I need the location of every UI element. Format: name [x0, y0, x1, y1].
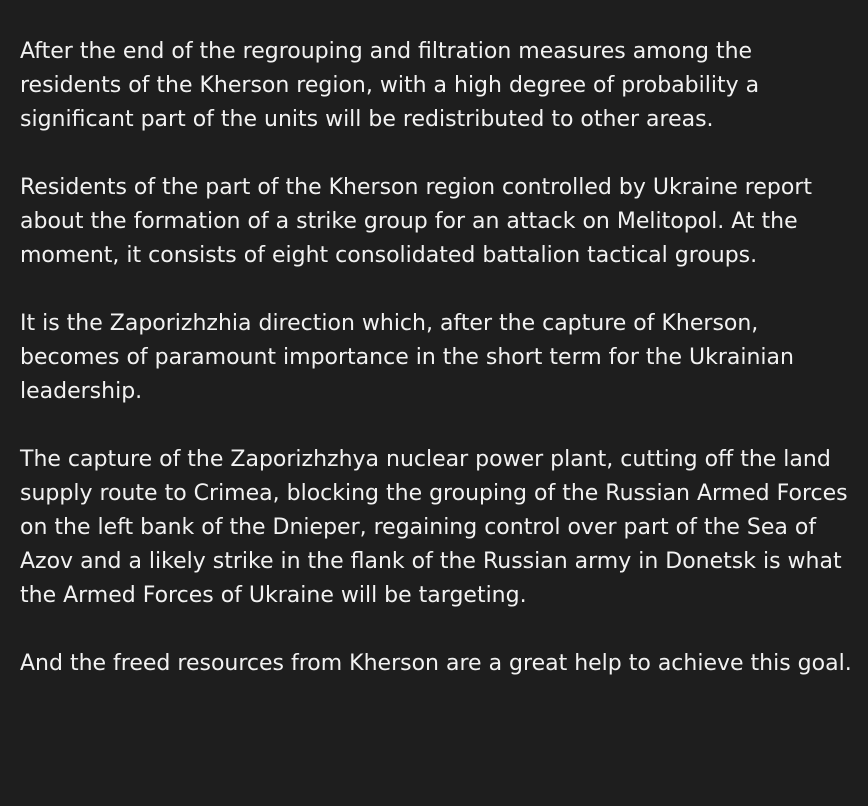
message-paragraph: And the freed resources from Kherson are a great help to achieve this goal. [20, 651, 852, 676]
message-paragraph: After the end of the regrouping and filtration measures among the residents of the Kherson region, with a high degree of probability a significant part of the units will be redistributed to other areas. [20, 39, 760, 132]
message-paragraph: Residents of the part of the Kherson region controlled by Ukraine report about the formation of a strike group for an attack on Melitopol. At the moment, it consists of eight consolidated battalion tactical groups. [20, 175, 812, 268]
message-paragraph: It is the Zaporizhzhia direction which, after the capture of Kherson, becomes of paramount importance in the short term for the Ukrainian leadership. [20, 311, 794, 404]
message-paragraph: The capture of the Zaporizhzhya nuclear power plant, cutting off the land supply route to Crimea, blocking the grouping of the Russian Armed Forces on the left bank of the Dnieper, regaining control over part of the Sea of Azov and a likely strike in the flank of the Russian army in Donetsk is what the Armed Forces of Ukraine will be targeting. [20, 447, 848, 608]
